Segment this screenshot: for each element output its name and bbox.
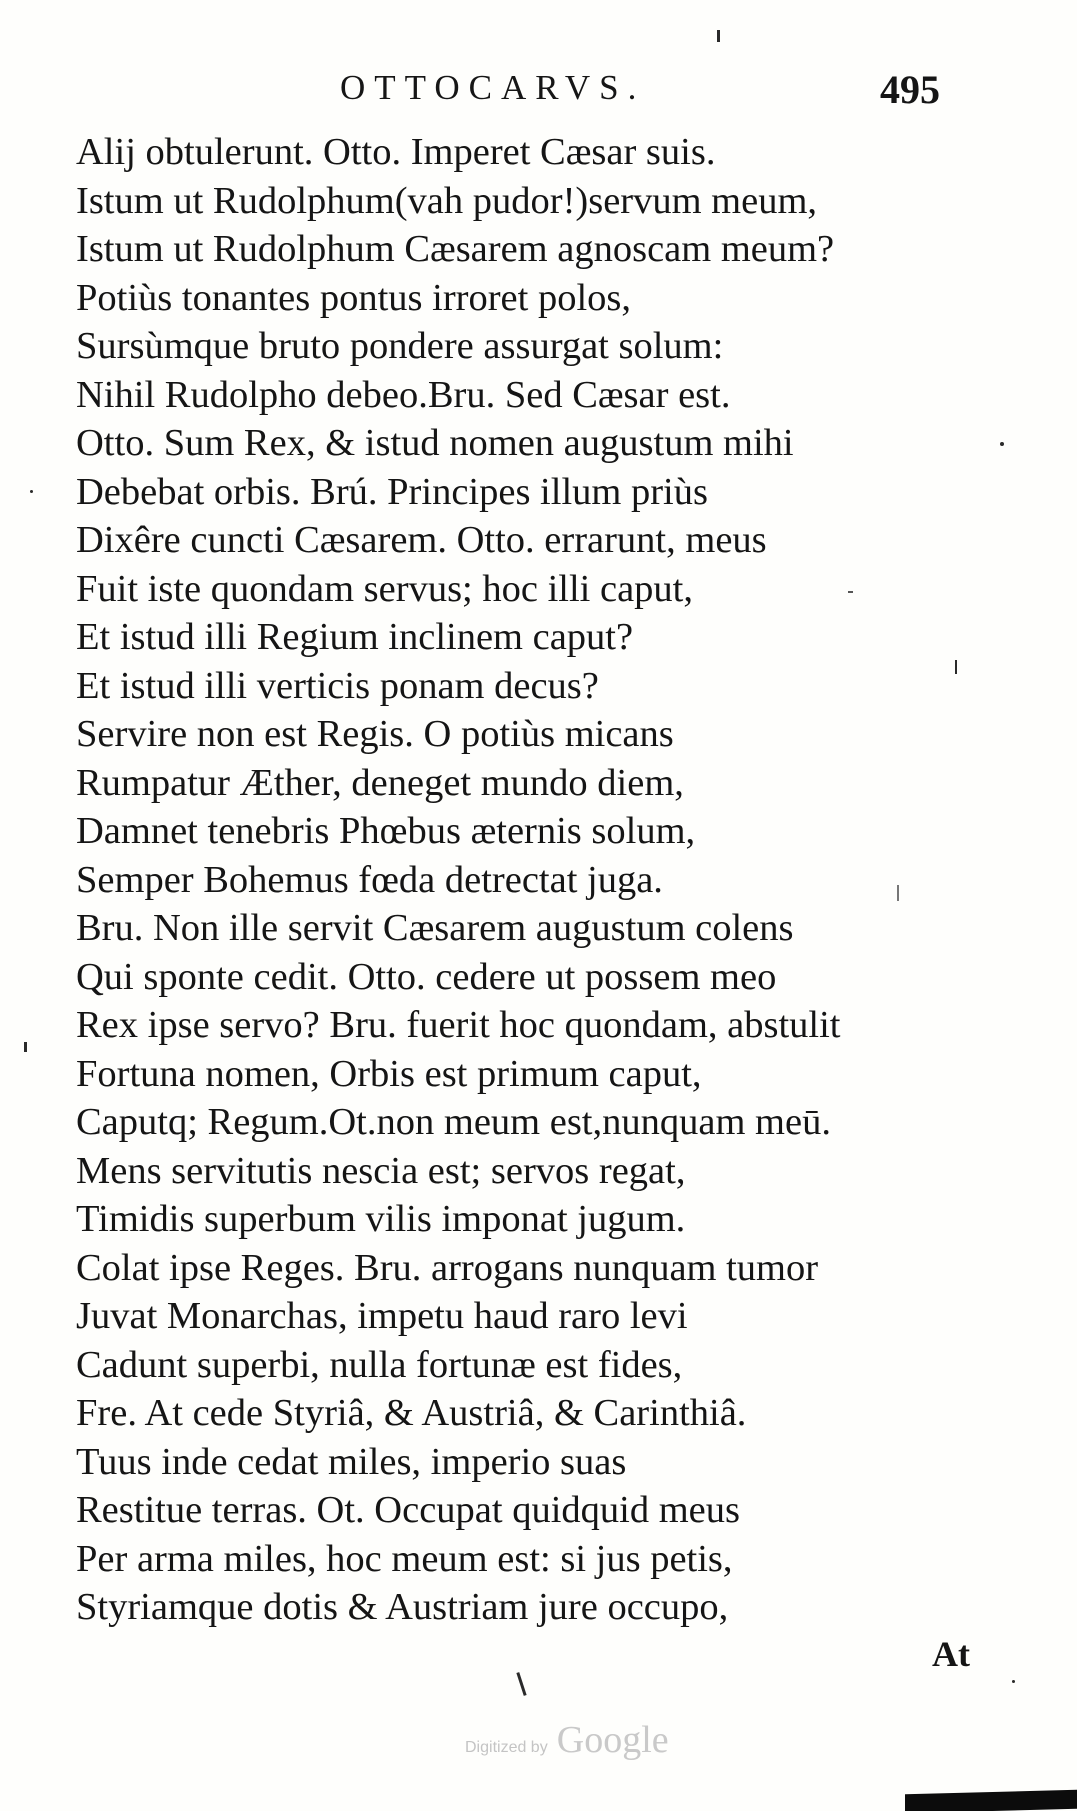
verse-line: Et istud illi verticis ponam decus? bbox=[76, 664, 599, 707]
ink-speck bbox=[1000, 442, 1004, 446]
ink-speck bbox=[30, 490, 33, 493]
verse-line: Bru. Non ille servit Cæsarem augustum colens bbox=[76, 907, 794, 949]
ink-speck bbox=[516, 1672, 526, 1696]
verse-line: Restitue terras. Ot. Occupat quidquid meus bbox=[76, 1489, 740, 1531]
verse-line: Styriamque dotis & Austriam jure occupo, bbox=[76, 1586, 729, 1628]
ink-speck bbox=[24, 1042, 27, 1052]
verse-line: Rex ipse servo? Bru. fuerit hoc quondam, abstulit bbox=[76, 1004, 841, 1046]
ink-speck bbox=[848, 591, 853, 593]
verse-line: Colat ipse Reges. Bru. arrogans nunquam tumor bbox=[76, 1246, 819, 1289]
page-header bbox=[0, 62, 1077, 122]
watermark-prefix: Digitized by bbox=[465, 1739, 548, 1756]
verse-line: Per arma miles, hoc meum est: si jus petis, bbox=[76, 1537, 733, 1580]
ink-speck bbox=[1012, 1680, 1015, 1683]
verse-line: Alij obtulerunt. Otto. Imperet Cæsar suis. bbox=[76, 131, 716, 173]
verse-line: Fuit iste quondam servus; hoc illi caput, bbox=[76, 567, 693, 610]
running-title: OTTOCARVS. bbox=[340, 68, 646, 107]
verse-line: Cadunt superbi, nulla fortunæ est fides, bbox=[76, 1343, 683, 1386]
verse-line: Juvat Monarchas, impetu haud raro levi bbox=[76, 1295, 688, 1337]
ink-speck bbox=[955, 660, 957, 674]
verse-line: Tuus inde cedat miles, imperio suas bbox=[76, 1440, 627, 1483]
verse-line: Debebat orbis. Brú. Principes illum priùs bbox=[76, 470, 708, 513]
verse-line: Damnet tenebris Phœbus æternis solum, bbox=[76, 810, 696, 852]
verse-line: Servire non est Regis. O potiùs micans bbox=[76, 713, 674, 755]
verse-line: Rumpatur Æther, deneget mundo diem, bbox=[76, 761, 684, 804]
verse-line: Nihil Rudolpho debeo.Bru. Sed Cæsar est. bbox=[76, 373, 731, 416]
verse-line: Istum ut Rudolphum Cæsarem agnoscam meum? bbox=[76, 228, 835, 270]
scan-edge-shadow bbox=[905, 1790, 1077, 1811]
ink-speck bbox=[897, 885, 899, 901]
verse-text bbox=[76, 128, 1016, 1632]
verse-line: Caputq; Regum.Ot.non meum est,nunquam meū. bbox=[76, 1101, 831, 1143]
verse-line: Otto. Sum Rex, & istud nomen augustum mihi bbox=[76, 422, 794, 464]
verse-line: Timidis superbum vilis imponat jugum. bbox=[76, 1198, 686, 1240]
verse-line: Fortuna nomen, Orbis est primum caput, bbox=[76, 1052, 702, 1095]
page-number: 495 bbox=[880, 67, 940, 112]
verse-line: Qui sponte cedit. Otto. cedere ut possem meo bbox=[76, 955, 777, 998]
verse-line: Fre. At cede Styriâ, & Austriâ, & Carinthiâ. bbox=[76, 1392, 747, 1434]
catchword: At bbox=[932, 1634, 970, 1674]
verse-line: Dixêre cuncti Cæsarem. Otto. errarunt, meus bbox=[76, 519, 767, 561]
google-logo: Google bbox=[556, 1719, 669, 1761]
verse-line: Mens servitutis nescia est; servos regat, bbox=[76, 1149, 686, 1192]
verse-line: Et istud illi Regium inclinem caput? bbox=[76, 616, 634, 658]
verse-line: Istum ut Rudolphum(vah pudor!)servum meum, bbox=[76, 179, 818, 222]
verse-line: Potiùs tonantes pontus irroret polos, bbox=[76, 276, 632, 319]
verse-line: Sursùmque bruto pondere assurgat solum: bbox=[76, 325, 724, 367]
digitization-watermark bbox=[465, 1718, 765, 1768]
ink-speck bbox=[717, 30, 720, 42]
verse-line: Semper Bohemus fœda detrectat juga. bbox=[76, 858, 663, 901]
